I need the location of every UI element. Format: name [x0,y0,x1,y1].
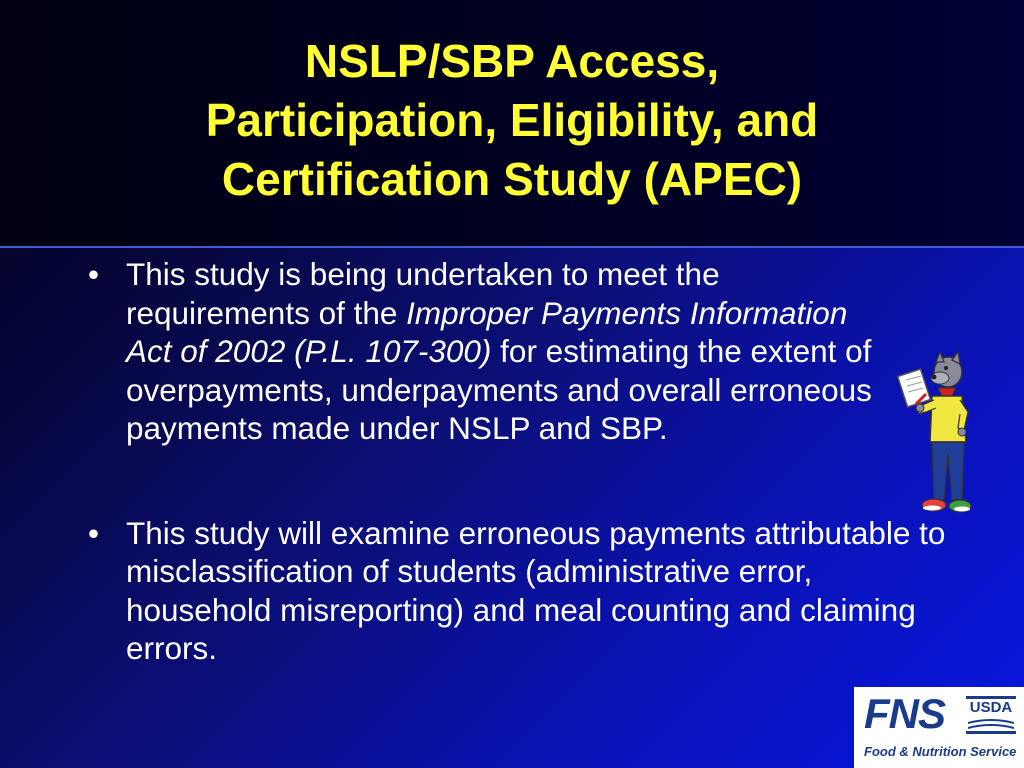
bullet-marker: • [88,514,100,551]
title-divider [0,246,1024,248]
fns-usda-logo [854,687,1024,768]
slide-title [0,32,1024,209]
bullet-marker: • [88,256,100,292]
title-line-2: Participation, Eligibility, and [205,94,819,146]
fns-logo-text: FNS [864,690,945,737]
bullet-1-text-before: This study is being undertaken to meet the requirements of the [126,256,720,331]
usda-logo [966,696,1016,734]
bullet-list [88,255,948,668]
bullet-item-2 [88,514,946,668]
wolf-mascot-icon [896,350,976,518]
bullet-2-text: This study will examine erroneous payments attributable to misclassification of students (administrative error, household misreporting) and meal counting and claiming errors. [126,514,946,666]
bullet-1-text-after: for estimating the extent of overpayments, underpayments and overall erroneous payments made under NSLP and SBP. [126,333,872,446]
bullet-item-1 [88,255,886,448]
title-line-1: NSLP/SBP Access, [304,35,720,87]
usda-field-icon [968,719,1014,731]
usda-logo-text: USDA [969,699,1013,716]
title-line-3: Certification Study (APEC) [221,153,803,205]
fns-logo-subtitle: Food & Nutrition Service [864,744,1017,759]
bullet-1-text-italic: Improper Payments Information Act of 2002 (P.L. 107-300) [126,294,848,369]
